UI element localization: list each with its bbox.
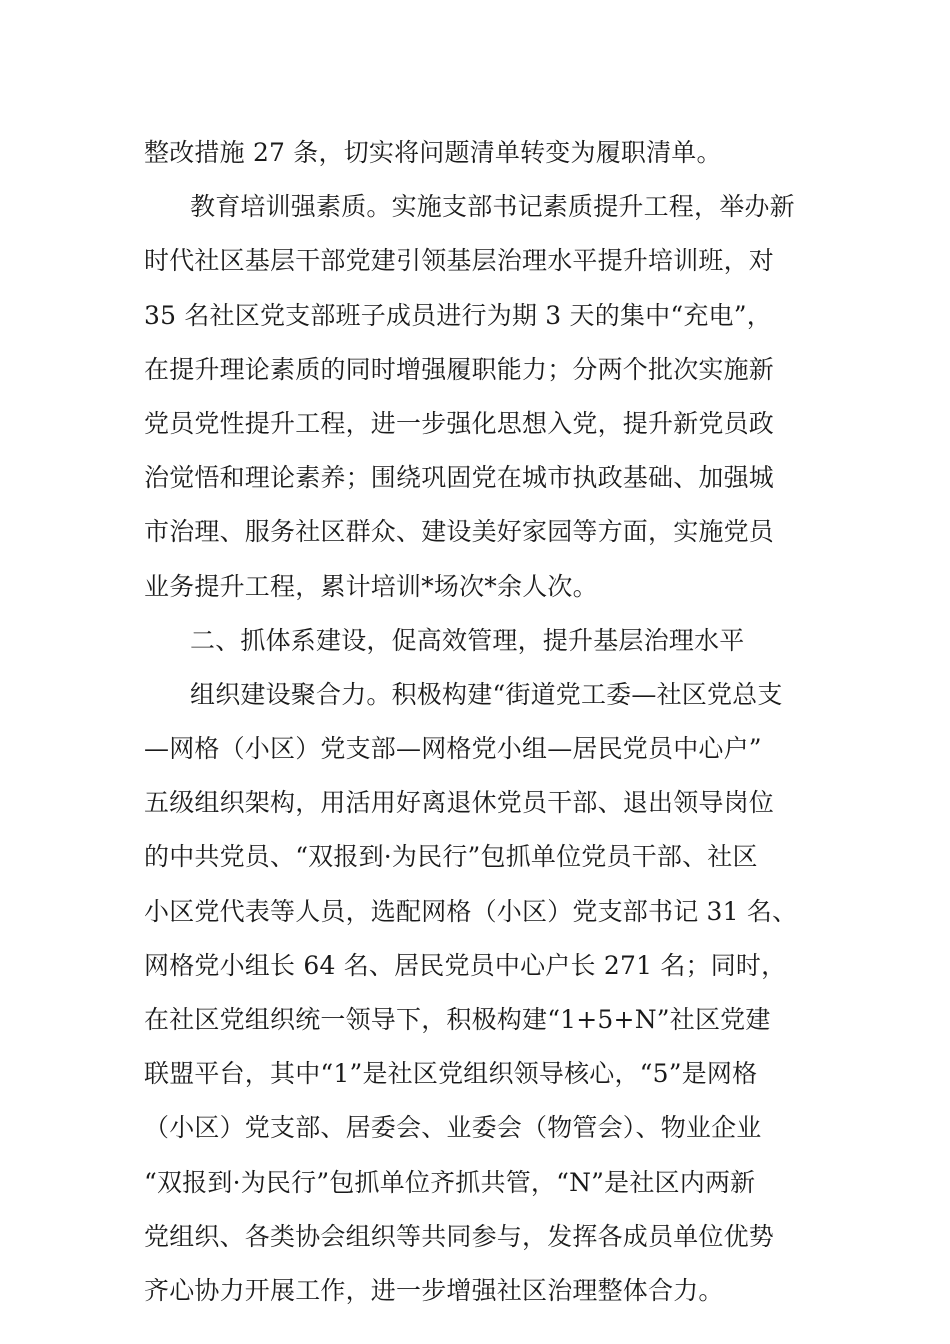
text-line: 党员党性提升工程，进一步强化思想入党，提升新党员政: [144, 408, 775, 438]
text-line: （小区）党支部、居委会、业委会（物管会）、物业企业: [144, 1113, 762, 1143]
text-line: 齐心协力开展工作，进一步增强社区治理整体合力。: [144, 1275, 724, 1305]
text-line: 35 名社区党支部班子成员进行为期 3 天的集中“充电”，: [144, 300, 772, 330]
text-line: 市治理、服务社区群众、建设美好家园等方面，实施党员: [144, 517, 775, 547]
text-line: “双报到·为民行”包抓单位齐抓共管，“N”是社区内两新: [144, 1167, 756, 1197]
text-line: 治觉悟和理论素养；围绕巩固党在城市执政基础、加强城: [144, 463, 775, 493]
text-line: 时代社区基层干部党建引领基层治理水平提升培训班，对: [144, 246, 775, 276]
text-line: 在提升理论素质的同时增强履职能力；分两个批次实施新: [144, 354, 775, 384]
text-line: —网格（小区）党支部—网格党小组—居民党员中心户”: [144, 734, 762, 764]
paragraph-start-line: 组织建设聚合力。积极构建“街道党工委—社区党总支: [190, 679, 783, 709]
text-line: 业务提升工程，累计培训*场次*余人次。: [144, 571, 598, 601]
text-line: 联盟平台，其中“1”是社区党组织领导核心，“5”是网格: [144, 1059, 758, 1089]
paragraph-start-line: 教育培训强素质。实施支部书记素质提升工程，举办新: [190, 192, 795, 222]
text-line: 小区党代表等人员，选配网格（小区）党支部书记 31 名、: [144, 896, 798, 926]
text-line: 五级组织架构，用活用好离退休党员干部、退出领导岗位: [144, 788, 775, 818]
section-heading: 二、抓体系建设，促高效管理，提升基层治理水平: [190, 625, 745, 655]
text-line: 网格党小组长 64 名、居民党员中心户长 271 名；同时，: [144, 950, 787, 980]
text-line: 的中共党员、“双报到·为民行”包抓单位党员干部、社区: [144, 842, 758, 872]
text-line: 在社区党组织统一领导下，积极构建“1+5+N”社区党建: [144, 1005, 771, 1034]
text-line: 整改措施 27 条，切实将问题清单转变为履职清单。: [144, 138, 722, 167]
document-body: [144, 126, 806, 1318]
text-line: 党组织、各类协会组织等共同参与，发挥各成员单位优势: [144, 1221, 775, 1251]
